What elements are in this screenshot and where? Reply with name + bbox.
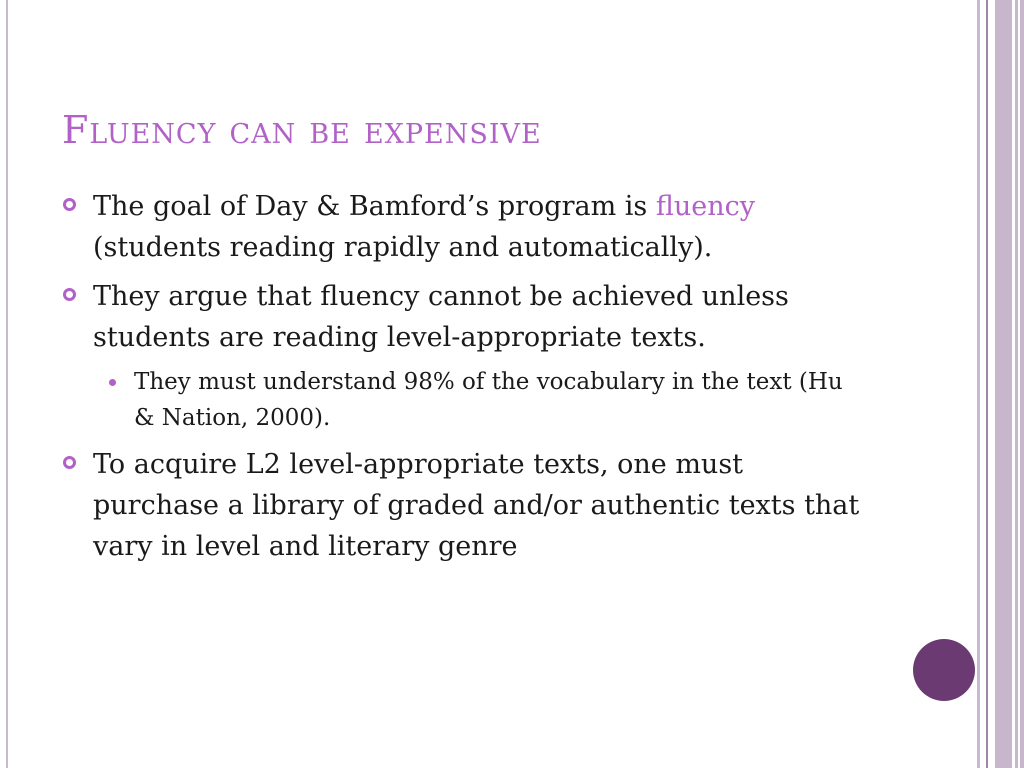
bullet-text: To acquire L2 level-appropriate texts, one must purchase a library of graded and/or authentic texts that vary in level and literary genre: [93, 449, 860, 562]
right-stripe: [1015, 0, 1018, 768]
ring-bullet-icon: [63, 456, 76, 469]
right-stripe: [977, 0, 980, 768]
slide-title: Fluency can be expensive: [62, 108, 542, 152]
dot-bullet-icon: [109, 379, 116, 386]
left-border-line: [6, 0, 8, 768]
bullet-text: (students reading rapidly and automatically).: [93, 232, 713, 263]
bullet-item: [60, 186, 870, 268]
ring-bullet-icon: [63, 288, 76, 301]
bullet-item: [60, 276, 870, 358]
bullet-item: [60, 444, 870, 567]
right-stripe: [986, 0, 988, 768]
right-stripe: [995, 0, 1012, 768]
highlight-text: fluency: [655, 191, 755, 222]
bullet-text: They argue that fluency cannot be achieved unless students are reading level-appropriate texts.: [93, 281, 789, 353]
sub-bullet-item: [60, 364, 870, 436]
slide-body: [60, 186, 870, 575]
right-stripe: [1020, 0, 1024, 768]
decorative-circle: [913, 639, 975, 701]
bullet-text: The goal of Day & Bamford’s program is: [93, 191, 656, 222]
sub-bullet-text: They must understand 98% of the vocabulary in the text (Hu & Nation, 2000).: [134, 369, 843, 431]
ring-bullet-icon: [63, 198, 76, 211]
